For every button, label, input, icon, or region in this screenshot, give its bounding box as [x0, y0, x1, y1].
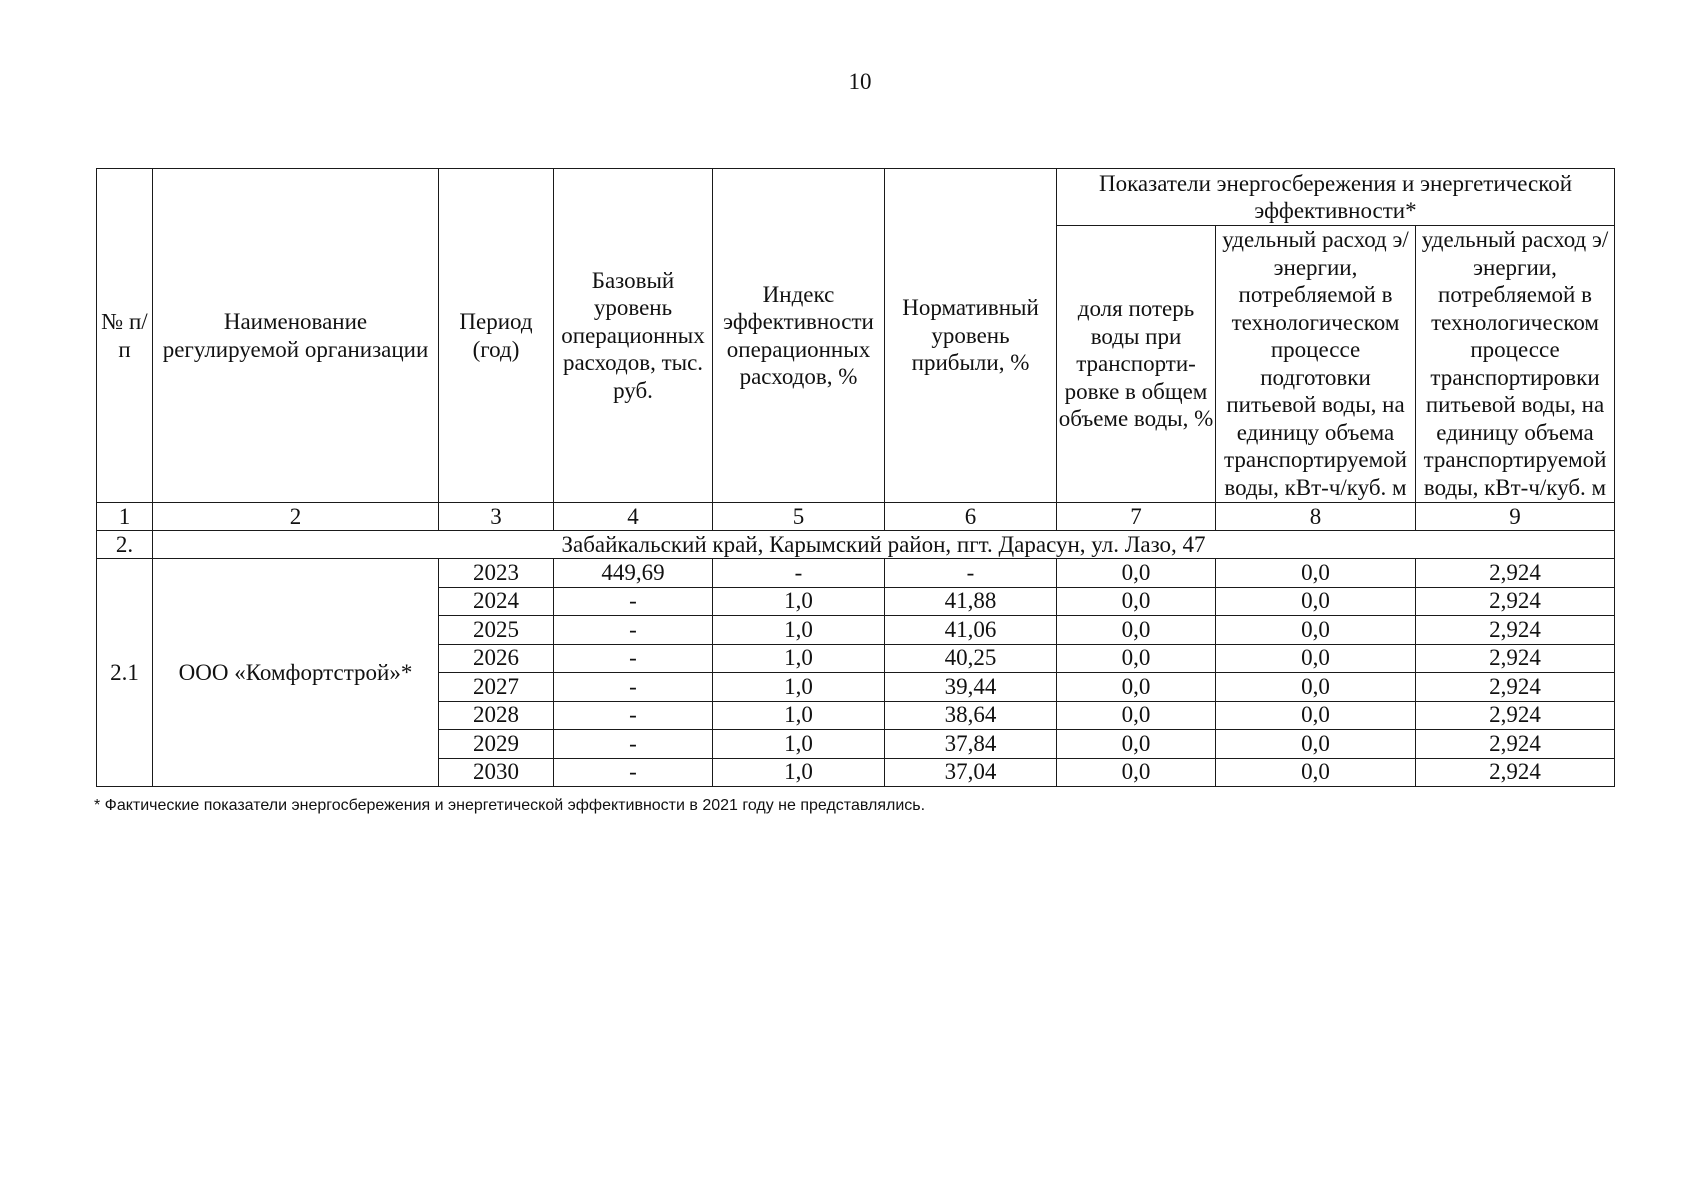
energy-transport-cell: 2,924	[1416, 758, 1615, 787]
table-body	[97, 503, 1615, 787]
section-number: 2.	[97, 531, 153, 559]
year-cell: 2028	[439, 701, 554, 730]
base-opex-cell: 449,69	[554, 559, 713, 588]
efficiency-index-cell: 1,0	[713, 644, 885, 673]
base-opex-cell: -	[554, 730, 713, 759]
column-number: 5	[713, 503, 885, 531]
header-water-loss: доля потерь воды при транспорти-ровке в общем объеме воды, %	[1057, 226, 1216, 503]
energy-preparation-cell: 0,0	[1216, 730, 1416, 759]
water-loss-cell: 0,0	[1057, 730, 1216, 759]
base-opex-cell: -	[554, 673, 713, 702]
profit-level-cell: 39,44	[885, 673, 1057, 702]
efficiency-index-cell: 1,0	[713, 758, 885, 787]
header-number: № п/п	[97, 169, 153, 503]
header-period: Период (год)	[439, 169, 554, 503]
base-opex-cell: -	[554, 587, 713, 616]
profit-level-cell: 38,64	[885, 701, 1057, 730]
column-number: 3	[439, 503, 554, 531]
header-base-opex: Базовый уровень операционных расходов, тыс. руб.	[554, 169, 713, 503]
year-cell: 2029	[439, 730, 554, 759]
header-energy-preparation: удельный расход э/энергии, потребляемой в технологическом процессе подготовки питьевой воды, на единицу объема транспортируемой воды, кВт-ч/куб. м	[1216, 226, 1416, 503]
energy-preparation-cell: 0,0	[1216, 758, 1416, 787]
profit-level-cell: 41,06	[885, 616, 1057, 645]
energy-transport-cell: 2,924	[1416, 559, 1615, 588]
profit-level-cell: 37,84	[885, 730, 1057, 759]
footnote: * Фактические показатели энергосбережения и энергетической эффективности в 2021 году не представлялись.	[94, 797, 926, 814]
header-profit-level: Нормативный уровень прибыли, %	[885, 169, 1057, 503]
column-number: 6	[885, 503, 1057, 531]
column-number: 9	[1416, 503, 1615, 531]
year-cell: 2025	[439, 616, 554, 645]
header-energy-group: Показатели энергосбережения и энергетической эффективности*	[1057, 169, 1615, 226]
column-number-row	[97, 503, 1615, 531]
energy-preparation-cell: 0,0	[1216, 701, 1416, 730]
header-efficiency-index: Индекс эффективности операционных расходов, %	[713, 169, 885, 503]
base-opex-cell: -	[554, 644, 713, 673]
energy-transport-cell: 2,924	[1416, 673, 1615, 702]
efficiency-index-cell: 1,0	[713, 701, 885, 730]
year-cell: 2027	[439, 673, 554, 702]
page-number: 10	[848, 69, 872, 94]
year-cell: 2026	[439, 644, 554, 673]
efficiency-index-cell: -	[713, 559, 885, 588]
water-loss-cell: 0,0	[1057, 758, 1216, 787]
water-loss-cell: 0,0	[1057, 673, 1216, 702]
energy-transport-cell: 2,924	[1416, 701, 1615, 730]
header-energy-transport: удельный расход э/энергии, потребляемой в технологическом процессе транспортировки питьевой воды, на единицу объема транспортируемой воды, кВт-ч/куб. м	[1416, 226, 1615, 503]
year-cell: 2030	[439, 758, 554, 787]
column-number: 7	[1057, 503, 1216, 531]
energy-transport-cell: 2,924	[1416, 587, 1615, 616]
section-row	[97, 531, 1615, 559]
column-number: 1	[97, 503, 153, 531]
water-loss-cell: 0,0	[1057, 701, 1216, 730]
energy-preparation-cell: 0,0	[1216, 644, 1416, 673]
water-loss-cell: 0,0	[1057, 587, 1216, 616]
energy-transport-cell: 2,924	[1416, 730, 1615, 759]
base-opex-cell: -	[554, 616, 713, 645]
tariff-table	[96, 168, 1615, 787]
profit-level-cell: 41,88	[885, 587, 1057, 616]
base-opex-cell: -	[554, 758, 713, 787]
year-cell: 2024	[439, 587, 554, 616]
table-row	[97, 559, 1615, 588]
org-number: 2.1	[97, 559, 153, 787]
energy-preparation-cell: 0,0	[1216, 587, 1416, 616]
base-opex-cell: -	[554, 701, 713, 730]
efficiency-index-cell: 1,0	[713, 730, 885, 759]
water-loss-cell: 0,0	[1057, 559, 1216, 588]
section-title: Забайкальский край, Карымский район, пгт. Дарасун, ул. Лазо, 47	[153, 531, 1615, 559]
profit-level-cell: 40,25	[885, 644, 1057, 673]
energy-preparation-cell: 0,0	[1216, 673, 1416, 702]
column-number: 8	[1216, 503, 1416, 531]
energy-transport-cell: 2,924	[1416, 644, 1615, 673]
energy-transport-cell: 2,924	[1416, 616, 1615, 645]
column-number: 2	[153, 503, 439, 531]
energy-preparation-cell: 0,0	[1216, 559, 1416, 588]
profit-level-cell: -	[885, 559, 1057, 588]
efficiency-index-cell: 1,0	[713, 587, 885, 616]
column-number: 4	[554, 503, 713, 531]
year-cell: 2023	[439, 559, 554, 588]
water-loss-cell: 0,0	[1057, 616, 1216, 645]
header-organization: Наименование регулируемой организации	[153, 169, 439, 503]
water-loss-cell: 0,0	[1057, 644, 1216, 673]
profit-level-cell: 37,04	[885, 758, 1057, 787]
efficiency-index-cell: 1,0	[713, 616, 885, 645]
table-header	[97, 169, 1615, 503]
energy-preparation-cell: 0,0	[1216, 616, 1416, 645]
org-name: ООО «Комфортстрой»*	[153, 559, 439, 787]
efficiency-index-cell: 1,0	[713, 673, 885, 702]
